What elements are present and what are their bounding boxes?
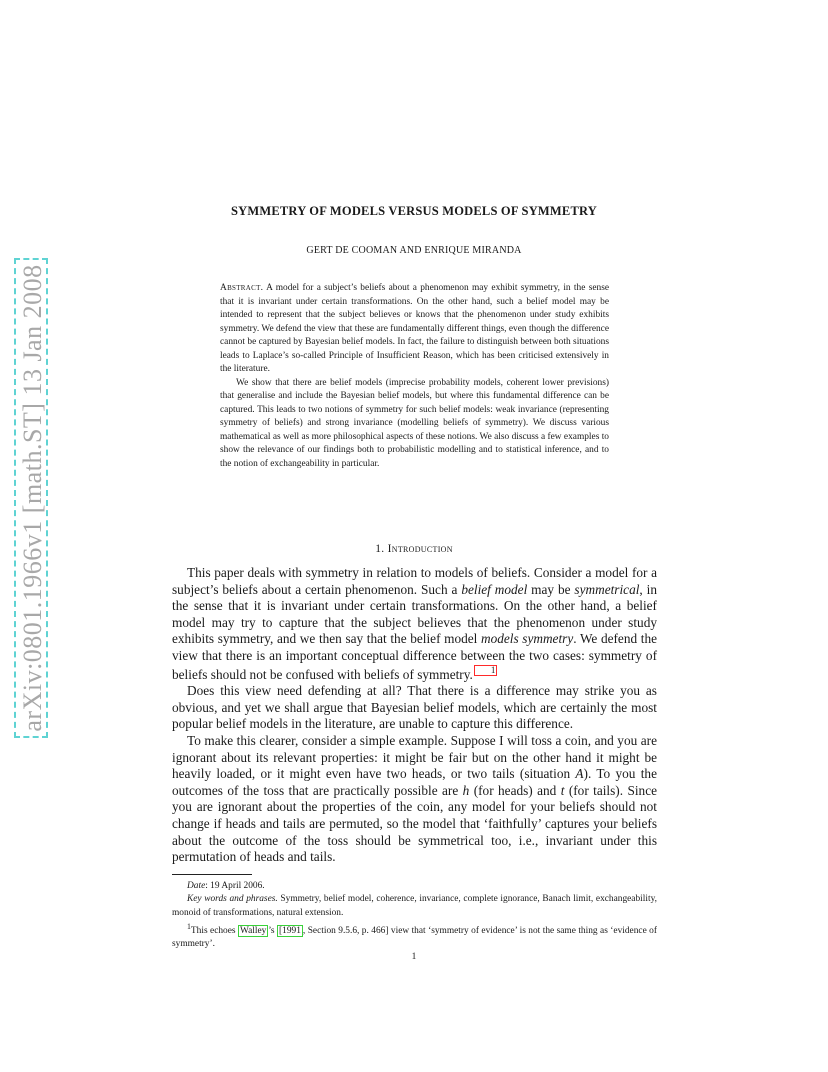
footnote-keywords [172,893,657,920]
emphasis-term: symmetrical [574,581,640,597]
abstract-text-1: A model for a subject’s beliefs about a phenomenon may exhibit symmetry, in the sense that it is invariant under certain transformations. On the other hand, such a belief model may be intended to represent that the subject believes or knows that the phenomenon under study exhibits symmetry. We defend the view that these are fundamentally different things, even though the difference cannot be captured by Bayesian belief models. In fact, the failure to distinguish between both situations leads to Laplace’s so-called Principle of Insufficient Reason, which has been criticised extensively in the literature. [220,283,610,374]
emphasis-term: t [560,782,565,798]
footnote-link[interactable]: 1 [474,665,498,676]
emphasis-term: belief model [461,581,528,597]
keywords-label: Key words and phrases. [187,894,278,905]
body-text: , in the sense that it is invariant under certain transformations. On the other hand, a belief model may try to capture that the subject believes that the phenomenon under study exhibits symmetry, and we then say that the belief model [172,581,657,647]
body-paragraph-1 [172,565,657,683]
body-text: To make this clearer, consider a simple example. Suppose I will toss a coin, and you are ignorant about its relevant properties: it might be fair but on the other hand it might be heavily loaded, or it might even have two heads, or two tails (situation [172,732,657,782]
emphasis-term: A [575,766,584,782]
section-heading [180,543,648,555]
abstract-paragraph-2 [220,377,609,472]
section-number: 1. [375,543,385,555]
footnotes [172,880,657,952]
footnote-1 [172,920,657,952]
footnote-marker: 1 [187,921,191,931]
footnote-divider [172,874,252,875]
date-label: Date [187,881,206,891]
abstract-paragraph-1 [220,282,609,377]
footnote-date [172,880,657,893]
emphasis-term: models symmetry [480,631,574,647]
page-number: 1 [411,952,417,962]
abstract [220,282,609,471]
body-text: (for heads) and [469,782,561,798]
abstract-label: Abstract. [220,283,264,293]
paper-authors: GERT DE COOMAN AND ENRIQUE MIRANDA [306,245,522,256]
body-text: Does this view need defending at all? That there is a difference may strike you as obvious, and yet we shall argue that Bayesian belief models, which are certainly the most popular belief models in the literature, are unable to capture this difference. [172,683,657,732]
body-text: may be [527,581,575,597]
arxiv-identifier-stamp[interactable]: arXiv:0801.1966v1 [math.ST] 13 Jan 2008 [14,258,48,738]
emphasis-term: h [462,782,470,798]
body-paragraph-2 [172,683,657,733]
abstract-text-2: We show that there are belief models (imprecise probability models, coherent lower previsions) that generalise and include the Bayesian belief models, but where this fundamental difference can be captured. This leads to two notions of symmetry for such belief models: weak invariance (representing symmetry of beliefs) and strong invariance (modelling beliefs of symmetry). We discuss various mathematical as well as more philosophical aspects of these notions. We also discuss a few examples to show the relevance of our findings both to probabilistic modelling and to statistical inference, and to the notion of exchangeability in particular. [220,377,609,469]
body-paragraph-3 [172,733,657,866]
footnote-text: This echoes [190,926,238,937]
section-title: Introduction [387,543,453,555]
footnote-text: , Section 9.5.6, p. 466] view that ‘symmetry of evidence’ is not the same thing as ‘evidence of symmetry’. [172,926,657,950]
body-text: This paper deals with symmetry in relation to models of beliefs. Consider a model for a subject’s beliefs about a certain phenomenon. Such a [172,565,657,597]
section-body [172,565,657,866]
keywords-value: Symmetry, belief model, coherence, invariance, complete ignorance, Banach limit, exchangeability, monoid of transformations, natural extension. [172,894,657,918]
body-text: ). To you the outcomes of the toss that are practically possible are [172,766,657,798]
footnote-text: ’s [268,926,278,937]
citation-year-link[interactable]: [1991 [279,926,301,937]
body-text: (for tails). Since you are ignorant about the properties of the coin, any model for your beliefs should not change if heads and tails are permuted, so the model that ‘faithfully’ captures your beliefs about the outcome of the toss should be symmetrical too, i.e., invariant under this permutation of heads and tails. [172,782,657,865]
body-text: . We defend the view that there is an important conceptual difference between the two cases: symmetry of beliefs should not be confused with beliefs of symmetry. [172,631,657,682]
citation-author-link[interactable]: Walley [240,926,267,937]
date-value: : 19 April 2006. [205,881,265,891]
paper-title: SYMMETRY OF MODELS VERSUS MODELS OF SYMMETRY [230,204,598,218]
